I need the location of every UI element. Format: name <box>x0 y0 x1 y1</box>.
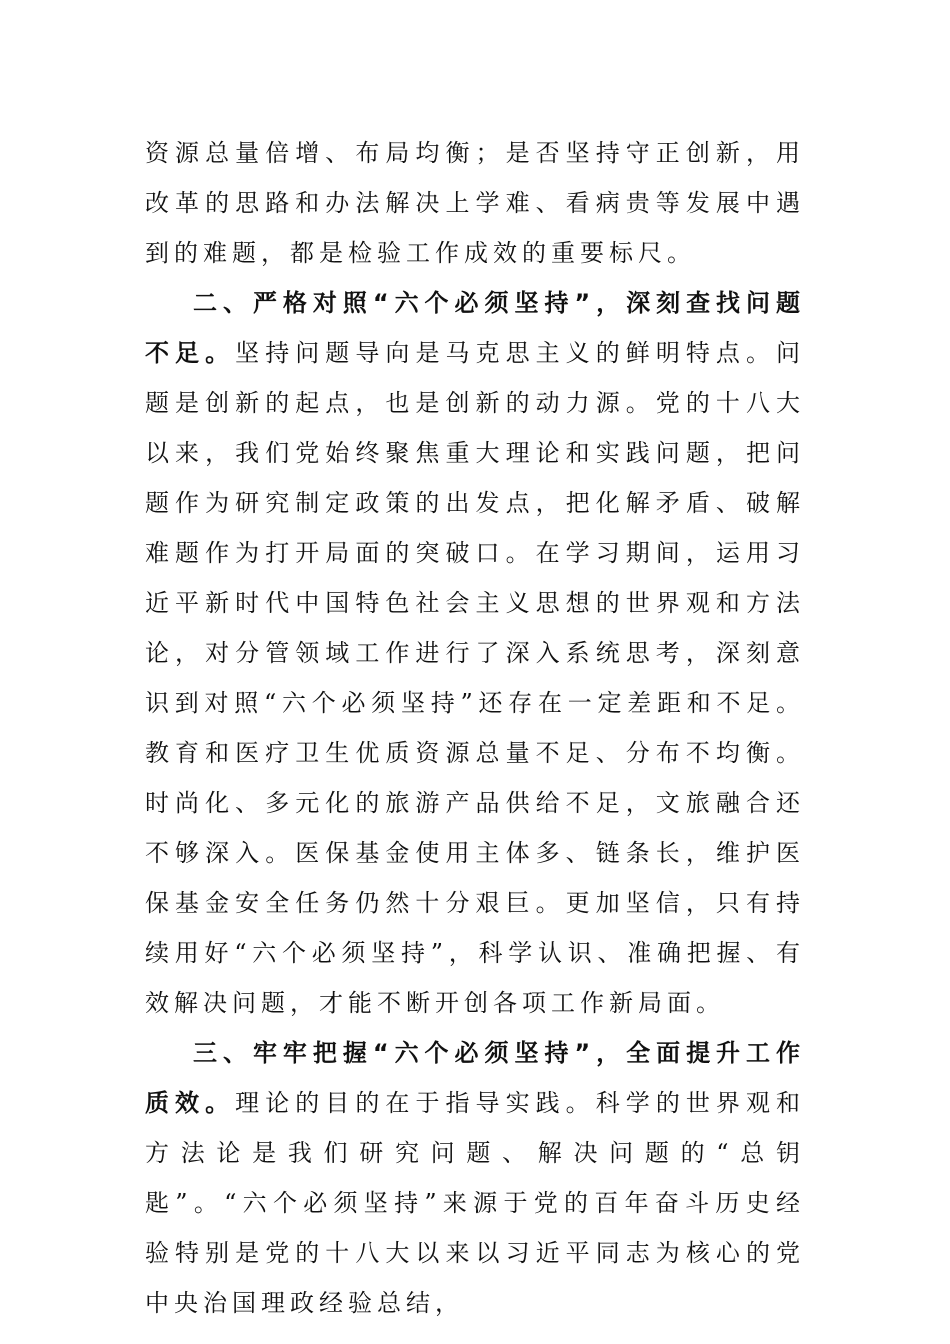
paragraph-continuation <box>145 128 805 278</box>
section-two-body: 坚持问题导向是马克思主义的鲜明特点。问题是创新的起点，也是创新的动力源。党的十八大以来，我们党始终聚焦重大理论和实践问题，把问题作为研究制定政策的出发点，把化解矛盾、破解难题作为打开局面的突破口。在学习期间，运用习近平新时代中国特色社会主义思想的世界观和方法论，对分管领域工作进行了深入系统思考，深刻意识到对照“六个必须坚持”还存在一定差距和不足。教育和医疗卫生优质资源总量不足、分布不均衡。时尚化、多元化的旅游产品供给不足，文旅融合还不够深入。医保基金使用主体多、链条长，维护医保基金安全任务仍然十分艰巨。更加坚信，只有持续用好“六个必须坚持”，科学认识、准确把握、有效解决问题，才能不断开创各项工作新局面。 <box>145 339 806 1017</box>
section-two-heading: 二、严格对照“六个必须坚持”，深刻查找问题不足。 <box>145 289 805 367</box>
paragraph-section-two <box>145 278 805 1028</box>
section-three-heading: 三、牢牢把握“六个必须坚持”，全面提升工作质效。 <box>145 1039 805 1117</box>
paragraph-body: 资源总量倍增、布局均衡；是否坚持守正创新，用改革的思路和办法解决上学难、看病贵等发展中遇到的难题，都是检验工作成效的重要标尺。 <box>145 139 805 267</box>
paragraph-section-three <box>145 1028 805 1328</box>
document-body <box>145 128 805 1328</box>
section-three-body: 理论的目的在于指导实践。科学的世界观和方法论是我们研究问题、解决问题的“总钥匙”。“六个必须坚持”来源于党的百年奋斗历史经验特别是党的十八大以来以习近平同志为核心的党中央治国理政经验总结， <box>145 1089 806 1317</box>
